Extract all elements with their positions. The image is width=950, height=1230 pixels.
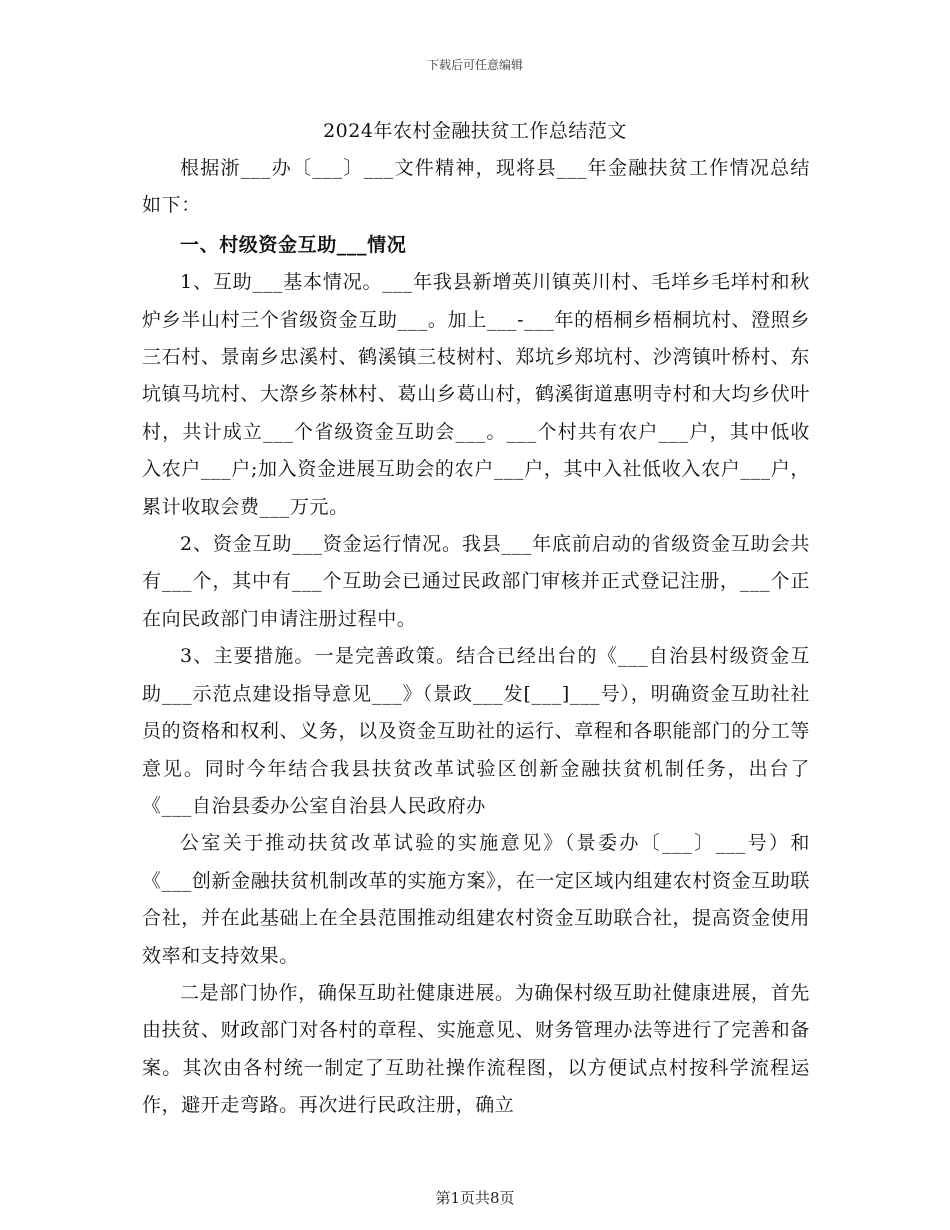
body-paragraph: 公室关于推动扶贫改革试验的实施意见》（景委办〔___〕___号）和《___创新金融扶贫机制改革的实施方案》，在一定区域内组建农村资金互助联合社，并在此基础上在全县范围推动组建农村资金互助联合社，提高资金使用效率和支持效果。 — [142, 832, 810, 967]
intro-paragraph: 根据浙___办〔___〕___文件精神，现将县___年金融扶贫工作情况总结如下： — [142, 157, 810, 217]
document-title: 2024年农村金融扶贫工作总结范文 — [323, 120, 627, 142]
section-heading: 一、村级资金互助___情况 — [180, 233, 407, 256]
body-paragraph: 1、互助___基本情况。___年我县新增英川镇英川村、毛垟乡毛垟村和秋炉乡半山村三个省级资金互助___。加上___-___年的梧桐乡梧桐坑村、澄照乡三石村、景南乡忠溪村、鹤溪镇三枝树村、郑坑乡郑坑村、沙湾镇叶桥村、东坑镇马坑村、大漈乡茶林村、葛山乡葛山村，鹤溪街道惠明寺村和大均乡伏叶村，共计成立___个省级资金互助会___。___个村共有农户___户，其中低收入农户___户;加入资金进展互助会的农户___户，其中入社低收入农户___户，累计收取会费___万元。 — [142, 271, 810, 518]
body-paragraph: 3、主要措施。一是完善政策。结合已经出台的《___自治县村级资金互助___示范点建设指导意见___》（景政___发[___]___号），明确资金互助社社员的资格和权利、义务，以及资金互助社的运行、章程和各职能部门的分工等意见。同时今年结合我县扶贫改革试验区创新金融扶贫机制任务，出台了《___自治县委办公室自治县人民政府办 — [142, 645, 810, 817]
document-body — [142, 150, 810, 1125]
header-note: 下载后可任意编辑 — [426, 58, 523, 72]
body-paragraph: 二是部门协作，确保互助社健康进展。为确保村级互助社健康进展，首先由扶贫、财政部门对各村的章程、实施意见、财务管理办法等进行了完善和备案。其次由各村统一制定了互助社操作流程图，以方便试点村按科学流程运作，避开走弯路。再次进行民政注册，确立 — [142, 981, 810, 1117]
body-paragraph: 2、资金互助___资金运行情况。我县___年底前启动的省级资金互助会共有___个，其中有___个互助会已通过民政部门审核并正式登记注册，___个正在向民政部门申请注册过程中。 — [142, 533, 810, 630]
page-number: 第1页共8页 — [435, 1189, 515, 1207]
